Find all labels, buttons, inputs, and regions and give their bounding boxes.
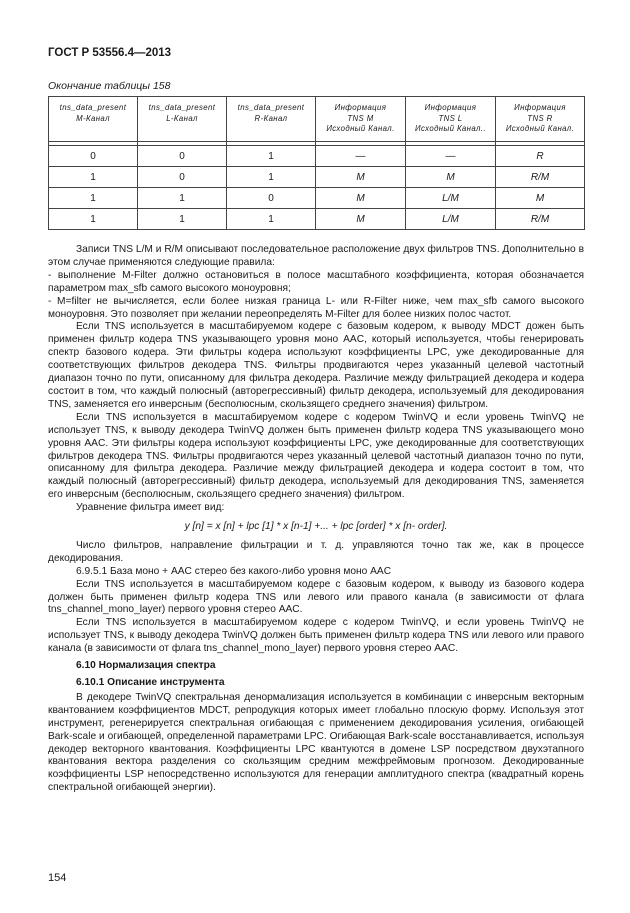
table-cell: — xyxy=(316,146,406,167)
col-header-l-channel: tns_data_present L-Канал xyxy=(138,97,227,142)
table-cell: R/M xyxy=(496,209,585,230)
table-cell: M xyxy=(316,209,406,230)
table-cell: 1 xyxy=(49,209,138,230)
paragraph: Уравнение фильтра имеет вид: xyxy=(76,502,225,514)
table-cell: L/M xyxy=(406,209,496,230)
table-cell: 0 xyxy=(227,188,316,209)
table-cell: — xyxy=(406,146,496,167)
page-number: 154 xyxy=(48,872,67,884)
col-header-tns-l: Информация TNS L Исходный Канал.. xyxy=(406,97,496,142)
paragraph: Число фильтров, направление фильтрации и т. д. управляются точно так же, как в процессе декодирования. xyxy=(48,539,584,564)
table-cell: M xyxy=(406,167,496,188)
table-cell: 1 xyxy=(138,188,227,209)
table-cell: L/M xyxy=(406,188,496,209)
table-cell: 1 xyxy=(227,167,316,188)
table-row xyxy=(49,188,585,209)
filter-equation: y [n] = x [n] + lpc [1] * x [n-1] +... + lpc [order] * x [n- order]. xyxy=(184,521,448,533)
table-cell: M xyxy=(316,188,406,209)
paragraph: Если TNS используется в масштабируемом кодере с базовым кодером, к выводу из базового кодера должен быть применен фильтр кодера TNS или левого или правого канала (в зависимости от флага tns_channel_mono_layer) первого уровня стерео AAC. xyxy=(48,578,584,616)
table-row xyxy=(49,209,585,230)
document-body xyxy=(48,244,584,795)
col-header-tns-r: Информация TNS R Исходный Канал. xyxy=(496,97,585,142)
col-header-m-channel: tns_data_present M-Канал xyxy=(49,97,138,142)
table-cell: 1 xyxy=(227,209,316,230)
table-cell: 1 xyxy=(138,209,227,230)
table-cell: R xyxy=(496,146,585,167)
table-cell: R/M xyxy=(496,167,585,188)
paragraph: Записи TNS L/M и R/M описывают последовательное расположение двух фильтров TNS. Дополнительно в этом случае применяются следующие правила: xyxy=(48,244,584,268)
table-cell: 0 xyxy=(138,167,227,188)
col-header-r-channel: tns_data_present R-Канал xyxy=(227,97,316,142)
table-cell: 0 xyxy=(49,146,138,167)
paragraph: Если TNS используется в масштабируемом кодере с кодером TwinVQ и если уровень TwinVQ не использует TNS, к выводу декодера TwinVQ должен быть применен фильтр кодера TNS указывающего моно уровня AAC. Эти фильтры кодера используют коэффициенты LPC, уже декодированные для соответствующих фильтров декодера TNS. Фильтры продвигаются через указанный целевой частотный диапазон точно по пути, описанному для фильтра декодера. Различие между фильтрацией декодера и кодера состоит в том, что каждый полюсный (авторегрессивный) фильтр декодера, используемый для декодирования TNS, заменяется его инверсным (бесполюсным, скользящего среднего значения) фильтром. xyxy=(48,411,584,501)
table-cell: 1 xyxy=(49,167,138,188)
table-cell: 1 xyxy=(49,188,138,209)
paragraph: - выполнение M-Filter должно остановиться в полосе масштабного коэффициента, которая обозначается параметром max_sfb самого высокого моноуровня; xyxy=(48,269,584,294)
table-cell: 1 xyxy=(227,146,316,167)
paragraph: Если TNS используется в масштабируемом кодере с кодером TwinVQ, и если уровень TwinVQ не использует TNS, к выводу декодера TwinVQ должен быть применен фильтр кодера TNS или левого или правого канала (в зависимости от флага tns_channel_mono_layer) первого уровня стерео AAC. xyxy=(48,617,584,655)
subsection-heading: 6.10.1 Описание инструмента xyxy=(76,677,225,688)
document-header: ГОСТ Р 53556.4—2013 xyxy=(48,47,172,59)
table-cell: M xyxy=(496,188,585,209)
col-header-tns-m: Информация TNS M Исходный Канал. xyxy=(316,97,406,142)
paragraph: - M=filter не вычисляется, если более низкая граница L- или R-Filter ниже, чем max_sfb самого высокого моноуровня. Это позволяет при желании переопределять M-Filter для более низких полос частот. xyxy=(48,295,584,320)
table-row xyxy=(49,167,585,188)
paragraph: В декодере TwinVQ спектральная денормализация используется в комбинации с инверсным векторным квантованием коэффициентов MDCT, репродукция которых имеет глобально плоскую форму. Используя этот инструмент, регенерируется спектральная огибающая с применением декодирования усиления, огибающей Bark-scale и огибающей, определенной параметрами LPC. Огибающая Bark-scale восстанавливается, используя декодер векторного квантования. Коэффициенты LPC квантуются в домене LSP посредством двухэтапного квантования вектора разделения со скользящим средним межфреймовым прогнозом. Декодированные коэффициенты LSP непосредственно используются для генерации амплитудного спектра (квадратный корень спектральной огибающей энергии). xyxy=(48,691,584,794)
table-cell: 0 xyxy=(138,146,227,167)
table-cell: M xyxy=(316,167,406,188)
table-caption: Окончание таблицы 158 xyxy=(48,80,171,92)
paragraph: Если TNS используется в масштабируемом кодере с базовым кодером, к выводу MDCT дожен быть применен фильтр кодера TNS указывающего уровня моно AAC, который используется, чтобы генерировать спектр базового кодера. Эти фильтры кодера используют коэффициенты LPC, уже декодированные для соответствующих фильтров декодера TNS. Фильтры продвигаются через указанный целевой частотный диапазон точно по пути, описанному для фильтра декодера. Различие между фильтрацией декодера и кодера состоит в том, что каждый полюсный (авторегрессивный) фильтр декодера, используемый для декодирования TNS, заменяется его инверсным (бесполюсным, скользящего среднего значения) фильтром. xyxy=(48,321,584,410)
subsection-heading: 6.9.5.1 База моно + AAC стерео без какого-либо уровня моно AAC xyxy=(76,565,392,577)
section-heading: 6.10 Нормализация спектра xyxy=(76,660,216,672)
table-header-row xyxy=(49,97,585,142)
tns-info-table xyxy=(48,96,585,230)
table-row xyxy=(49,146,585,167)
